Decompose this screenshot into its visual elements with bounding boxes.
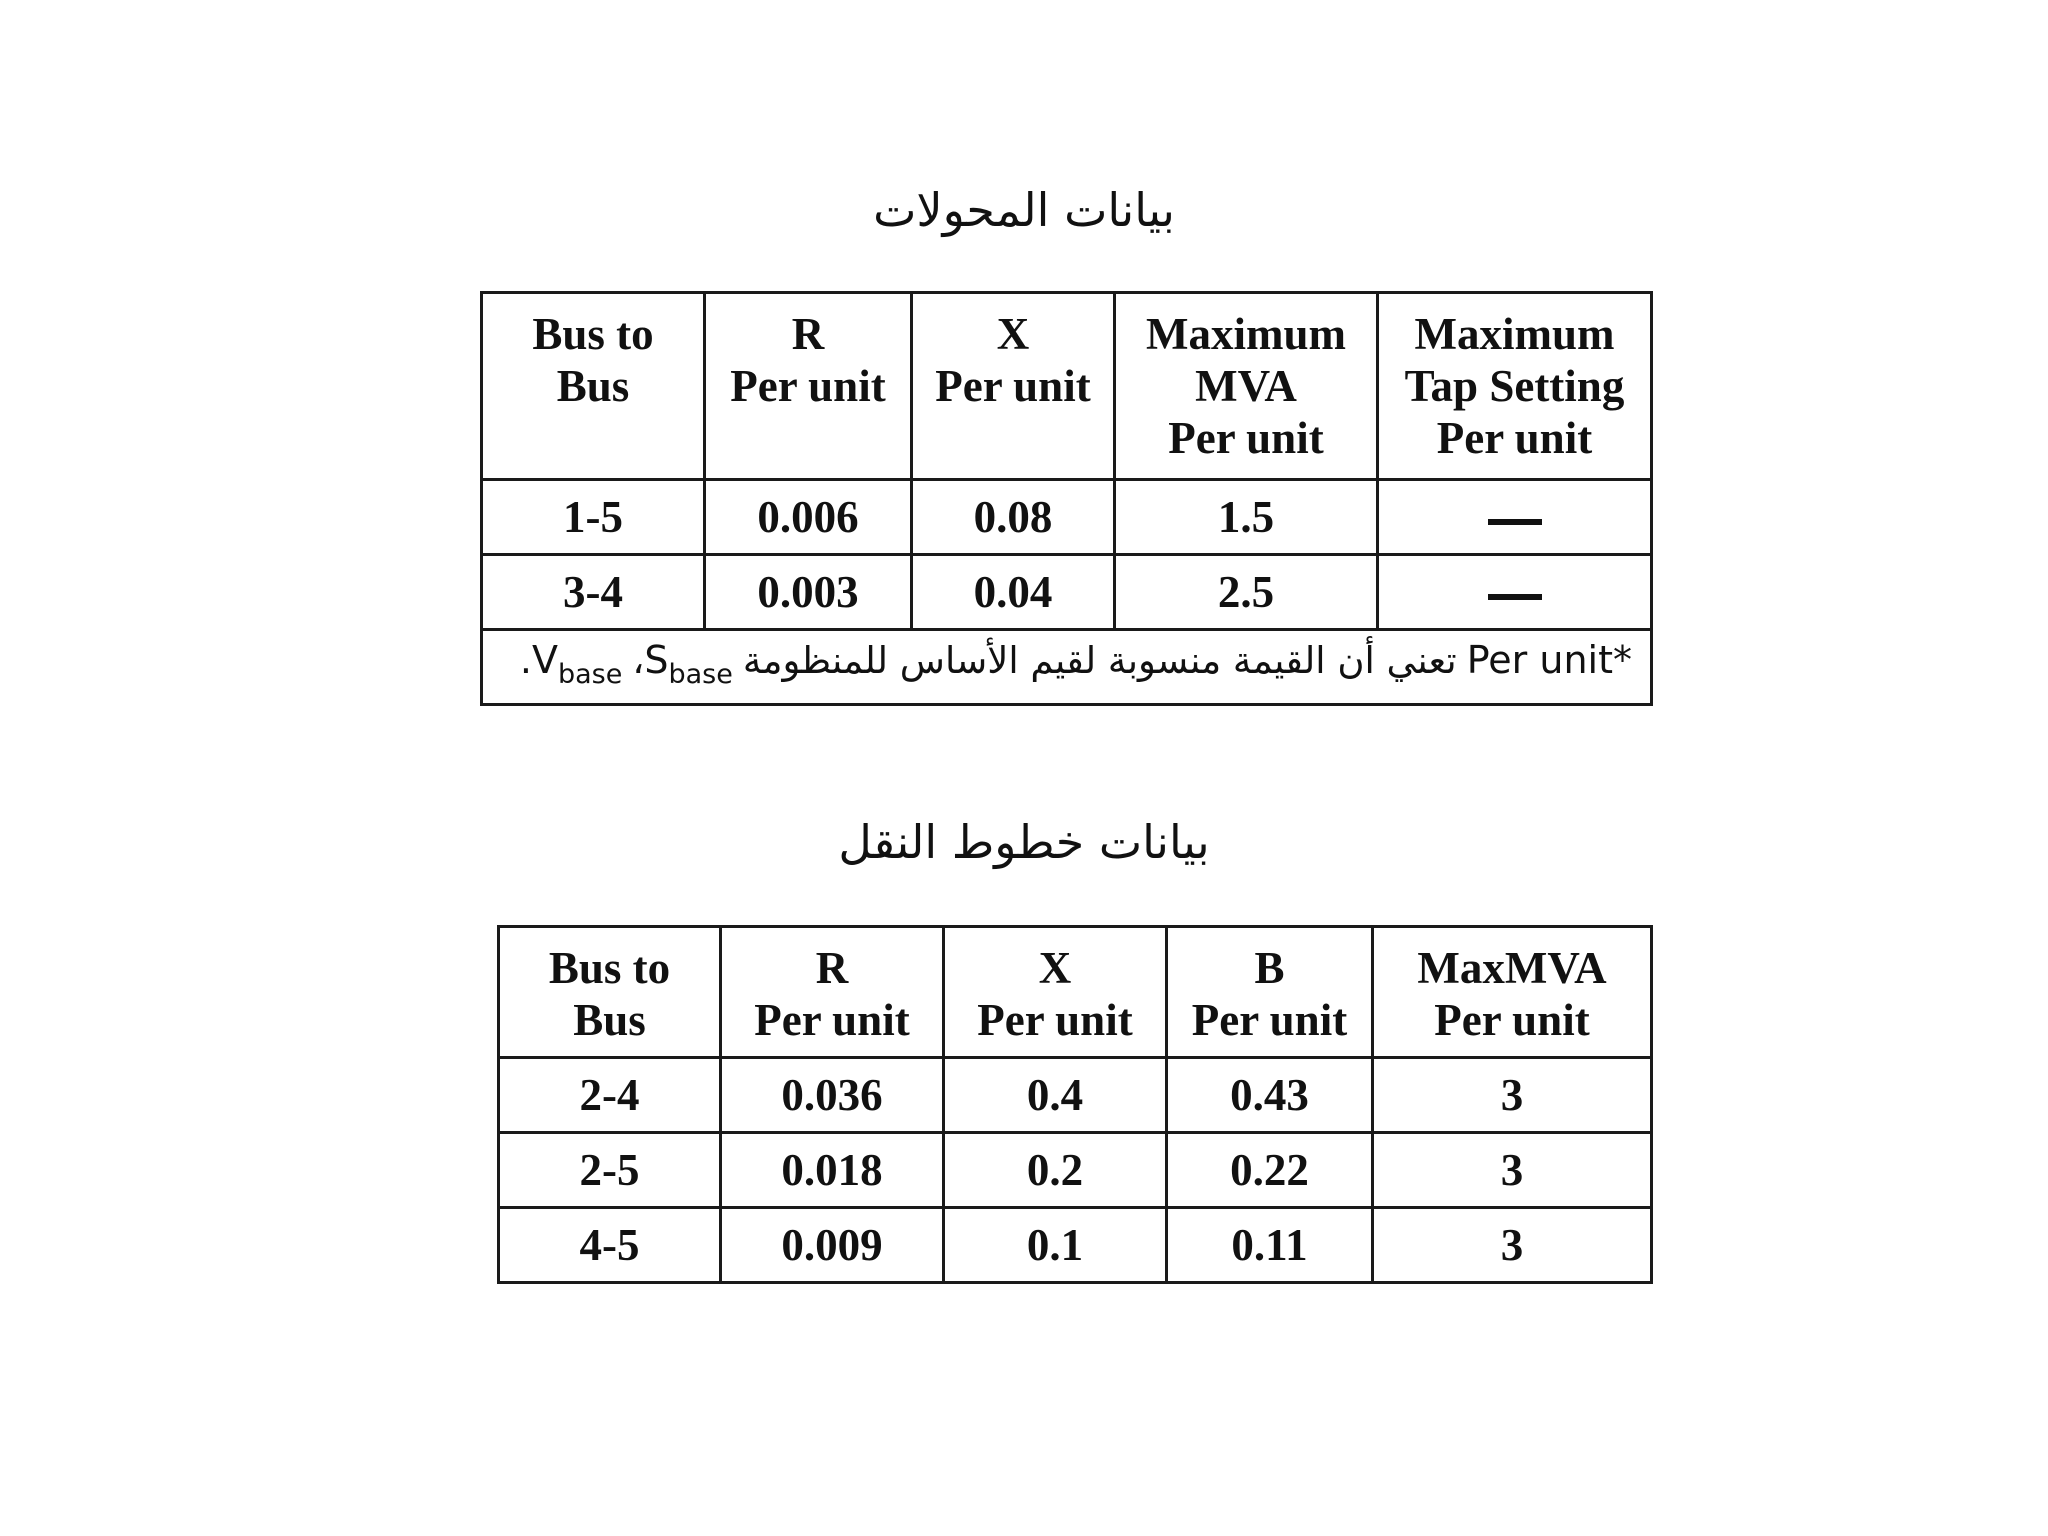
cell-r: 0.018: [721, 1133, 944, 1208]
cell-max-tap: [1378, 480, 1652, 555]
table-row: [499, 1058, 1652, 1133]
cell-r: 0.006: [705, 480, 912, 555]
cell-bus: 1-5: [482, 480, 705, 555]
header-r: R Per unit: [721, 927, 944, 1058]
note-row: [482, 630, 1652, 705]
lines-title: بيانات خطوط النقل: [838, 815, 1210, 869]
header-b: B Per unit: [1167, 927, 1373, 1058]
table-header-row: [482, 293, 1652, 480]
cell-max-mva: 3: [1373, 1058, 1652, 1133]
cell-x: 0.1: [944, 1208, 1167, 1283]
header-x: X Per unit: [912, 293, 1115, 480]
cell-max-mva: 3: [1373, 1133, 1652, 1208]
cell-b: 0.11: [1167, 1208, 1373, 1283]
cell-r: 0.003: [705, 555, 912, 630]
header-r: R Per unit: [705, 293, 912, 480]
header-max-mva: MaxMVA Per unit: [1373, 927, 1652, 1058]
header-x: X Per unit: [944, 927, 1167, 1058]
cell-r: 0.009: [721, 1208, 944, 1283]
transformers-table: [480, 291, 1653, 706]
transmission-lines-table: [497, 925, 1653, 1284]
cell-r: 0.036: [721, 1058, 944, 1133]
table-row: [499, 1208, 1652, 1283]
cell-bus: 3-4: [482, 555, 705, 630]
cell-bus: 2-4: [499, 1058, 721, 1133]
cell-x: 0.08: [912, 480, 1115, 555]
table-row: [482, 555, 1652, 630]
dash-mark: [1488, 594, 1542, 600]
cell-max-mva: 1.5: [1115, 480, 1378, 555]
cell-max-tap: [1378, 555, 1652, 630]
header-max-tap: Maximum Tap Setting Per unit: [1378, 293, 1652, 480]
dash-mark: [1488, 519, 1542, 525]
per-unit-note: Per unit* تعني أن القيمة منسوبة لقيم الأساس للمنظومة $S_{base}،$ $V_{base}$.: [482, 630, 1652, 705]
cell-bus: 2-5: [499, 1133, 721, 1208]
transformers-title: بيانات المحولات: [873, 183, 1175, 237]
cell-b: 0.43: [1167, 1058, 1373, 1133]
cell-max-mva: 3: [1373, 1208, 1652, 1283]
table-row: [482, 480, 1652, 555]
cell-x: 0.2: [944, 1133, 1167, 1208]
cell-x: 0.4: [944, 1058, 1167, 1133]
cell-max-mva: 2.5: [1115, 555, 1378, 630]
cell-bus: 4-5: [499, 1208, 721, 1283]
header-max-mva: Maximum MVA Per unit: [1115, 293, 1378, 480]
header-bus-to-bus: Bus to Bus: [499, 927, 721, 1058]
cell-b: 0.22: [1167, 1133, 1373, 1208]
table-header-row: [499, 927, 1652, 1058]
table-row: [499, 1133, 1652, 1208]
cell-x: 0.04: [912, 555, 1115, 630]
header-bus-to-bus: Bus to Bus: [482, 293, 705, 480]
